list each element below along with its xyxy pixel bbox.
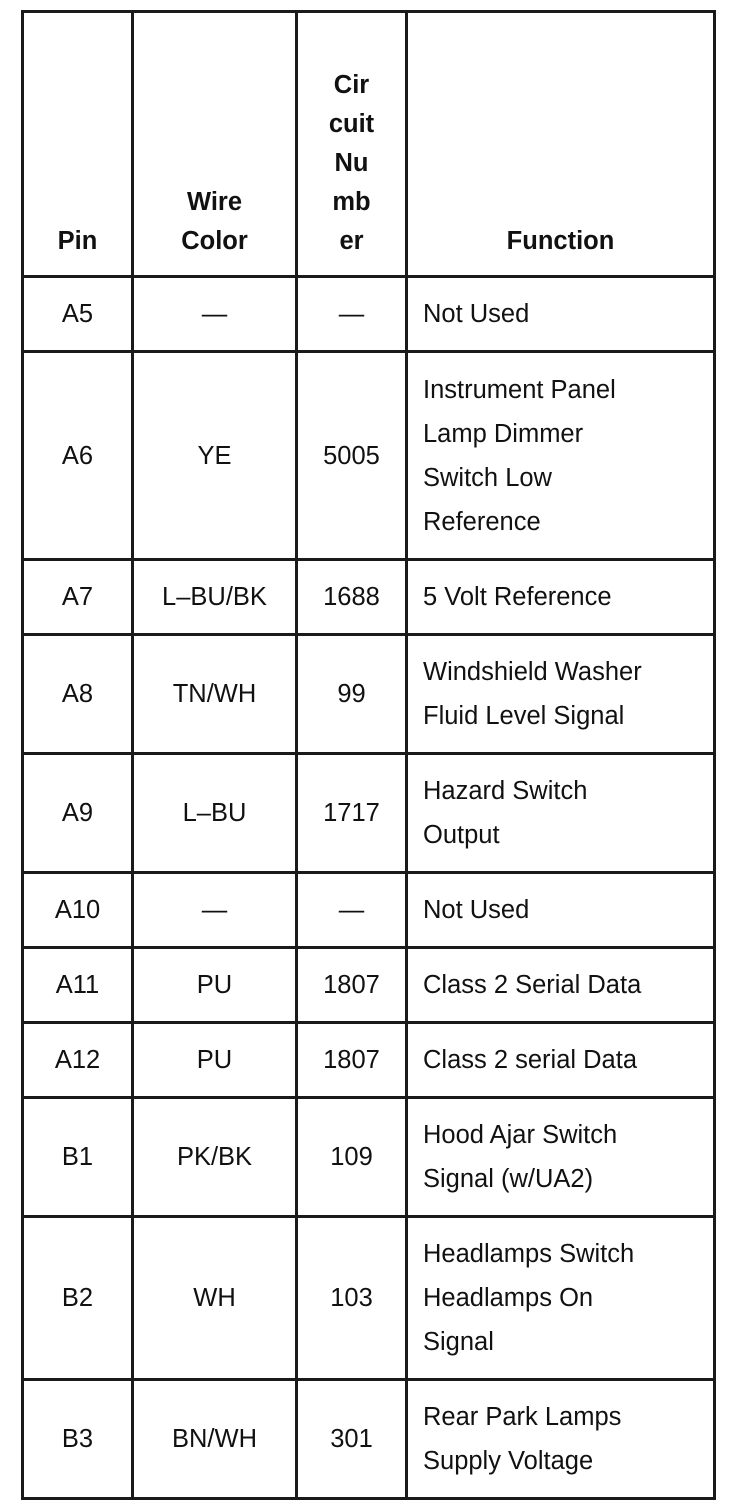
table-row [23,754,715,873]
cell-wire-color: PK/BK [133,1098,297,1217]
cell-circuit-number: — [297,277,407,352]
cell-wire-color: — [133,277,297,352]
cell-function [407,873,715,948]
header-circuit-number-line: Cir [333,71,370,99]
function-line: Fluid Level Signal [423,702,625,730]
table-row [23,1380,715,1499]
cell-circuit-number: 99 [297,635,407,754]
table-row [23,873,715,948]
cell-function [407,635,715,754]
function-line: Not Used [423,300,530,328]
cell-pin: A11 [23,948,133,1023]
header-circuit-number [297,12,407,277]
function-line: Signal (w/UA2) [423,1165,594,1193]
table-row [23,1023,715,1098]
header-wire-color [133,12,297,277]
cell-function [407,1217,715,1380]
cell-pin: A6 [23,352,133,560]
cell-function [407,1380,715,1499]
cell-wire-color: WH [133,1217,297,1380]
cell-pin: B3 [23,1380,133,1499]
function-line: Hood Ajar Switch [423,1121,618,1149]
cell-wire-color: PU [133,948,297,1023]
function-line: Output [423,821,500,849]
cell-pin: B2 [23,1217,133,1380]
header-circuit-number-line: er [339,227,364,255]
cell-function [407,754,715,873]
function-line: 5 Volt Reference [423,583,612,611]
cell-pin: B1 [23,1098,133,1217]
cell-function [407,560,715,635]
function-line: Windshield Washer [423,658,642,686]
cell-function [407,948,715,1023]
table-row [23,352,715,560]
cell-pin: A10 [23,873,133,948]
table-header-row [23,12,715,277]
function-line: Headlamps On [423,1284,594,1312]
function-line: Headlamps Switch [423,1240,635,1268]
header-function [407,12,715,277]
cell-circuit-number: 1807 [297,948,407,1023]
cell-function [407,1098,715,1217]
table-row [23,560,715,635]
header-pin-label: Pin [57,227,98,255]
cell-function [407,352,715,560]
cell-wire-color: YE [133,352,297,560]
cell-wire-color: L–BU/BK [133,560,297,635]
table-row [23,948,715,1023]
table-row [23,635,715,754]
cell-wire-color: PU [133,1023,297,1098]
function-line: Not Used [423,896,530,924]
table-row [23,1217,715,1380]
cell-circuit-number: 109 [297,1098,407,1217]
header-circuit-number-line: Nu [334,149,369,177]
cell-pin: A7 [23,560,133,635]
function-line: Lamp Dimmer [423,419,584,448]
function-line: Rear Park Lamps [423,1403,622,1431]
cell-function [407,1023,715,1098]
cell-pin: A12 [23,1023,133,1098]
function-line: Instrument Panel [423,375,616,404]
cell-function [407,277,715,352]
function-line: Signal [423,1328,494,1356]
function-line: Supply Voltage [423,1447,594,1475]
header-wire-color-line: Color [181,227,248,255]
connector-pinout-table [21,10,716,1500]
cell-wire-color: — [133,873,297,948]
header-function-label: Function [506,227,615,255]
cell-wire-color: BN/WH [133,1380,297,1499]
cell-circuit-number: 1688 [297,560,407,635]
cell-circuit-number: — [297,873,407,948]
table-row [23,277,715,352]
header-wire-color-line: Wire [186,188,243,216]
cell-wire-color: TN/WH [133,635,297,754]
cell-circuit-number: 301 [297,1380,407,1499]
cell-circuit-number: 1807 [297,1023,407,1098]
header-circuit-number-line: cuit [328,110,375,138]
function-line: Hazard Switch [423,777,588,805]
cell-pin: A8 [23,635,133,754]
cell-circuit-number: 103 [297,1217,407,1380]
cell-circuit-number: 1717 [297,754,407,873]
function-line: Class 2 serial Data [423,1046,637,1074]
cell-wire-color: L–BU [133,754,297,873]
cell-circuit-number: 5005 [297,352,407,560]
function-line: Reference [423,507,541,536]
table-row [23,1098,715,1217]
function-line: Switch Low [423,463,552,492]
cell-pin: A9 [23,754,133,873]
cell-pin: A5 [23,277,133,352]
header-pin [23,12,133,277]
header-circuit-number-line: mb [332,188,371,216]
function-line: Class 2 Serial Data [423,971,642,999]
